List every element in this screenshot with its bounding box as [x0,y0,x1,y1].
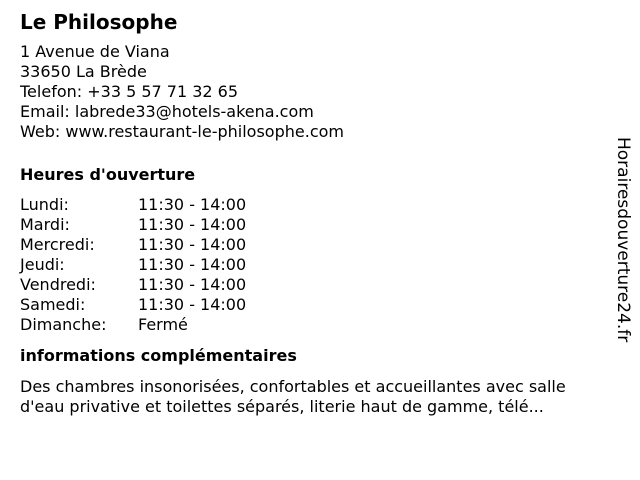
time-value: Fermé [138,315,188,334]
email-line: Email: labrede33@hotels-akena.com [20,102,314,121]
address-block [20,42,605,142]
hours-row-tuesday [20,215,605,235]
hours-row-sunday [20,315,605,335]
day-label: Vendredi: [20,275,96,294]
day-label: Samedi: [20,295,86,314]
site-watermark: Horairesdouverture24.fr [613,137,633,343]
business-name: Le Philosophe [20,10,178,34]
hours-row-saturday [20,295,605,315]
street-address: 1 Avenue de Viana [20,42,170,61]
day-label: Dimanche: [20,315,107,334]
hours-row-friday [20,275,605,295]
day-label: Mercredi: [20,235,95,254]
day-label: Jeudi: [20,255,65,274]
phone-line: Telefon: +33 5 57 71 32 65 [20,82,239,101]
time-value: 11:30 - 14:00 [138,195,247,214]
business-card [20,8,605,417]
time-value: 11:30 - 14:00 [138,235,247,254]
time-value: 11:30 - 14:00 [138,215,247,234]
hours-row-wednesday [20,235,605,255]
time-value: 11:30 - 14:00 [138,275,247,294]
additional-info-heading: informations complémentaires [20,346,297,365]
opening-hours-table [20,195,605,335]
additional-info-description: Des chambres insonorisées, confortables et accueillantes avec salle d'eau privative et toilettes séparés, literie haut de gamme, télé... [20,377,566,416]
time-value: 11:30 - 14:00 [138,255,247,274]
time-value: 11:30 - 14:00 [138,295,247,314]
hours-row-thursday [20,255,605,275]
postal-city: 33650 La Brède [20,62,147,81]
opening-hours-heading: Heures d'ouverture [20,165,196,184]
day-label: Mardi: [20,215,70,234]
day-label: Lundi: [20,195,69,214]
web-line: Web: www.restaurant-le-philosophe.com [20,122,344,141]
hours-row-monday [20,195,605,215]
